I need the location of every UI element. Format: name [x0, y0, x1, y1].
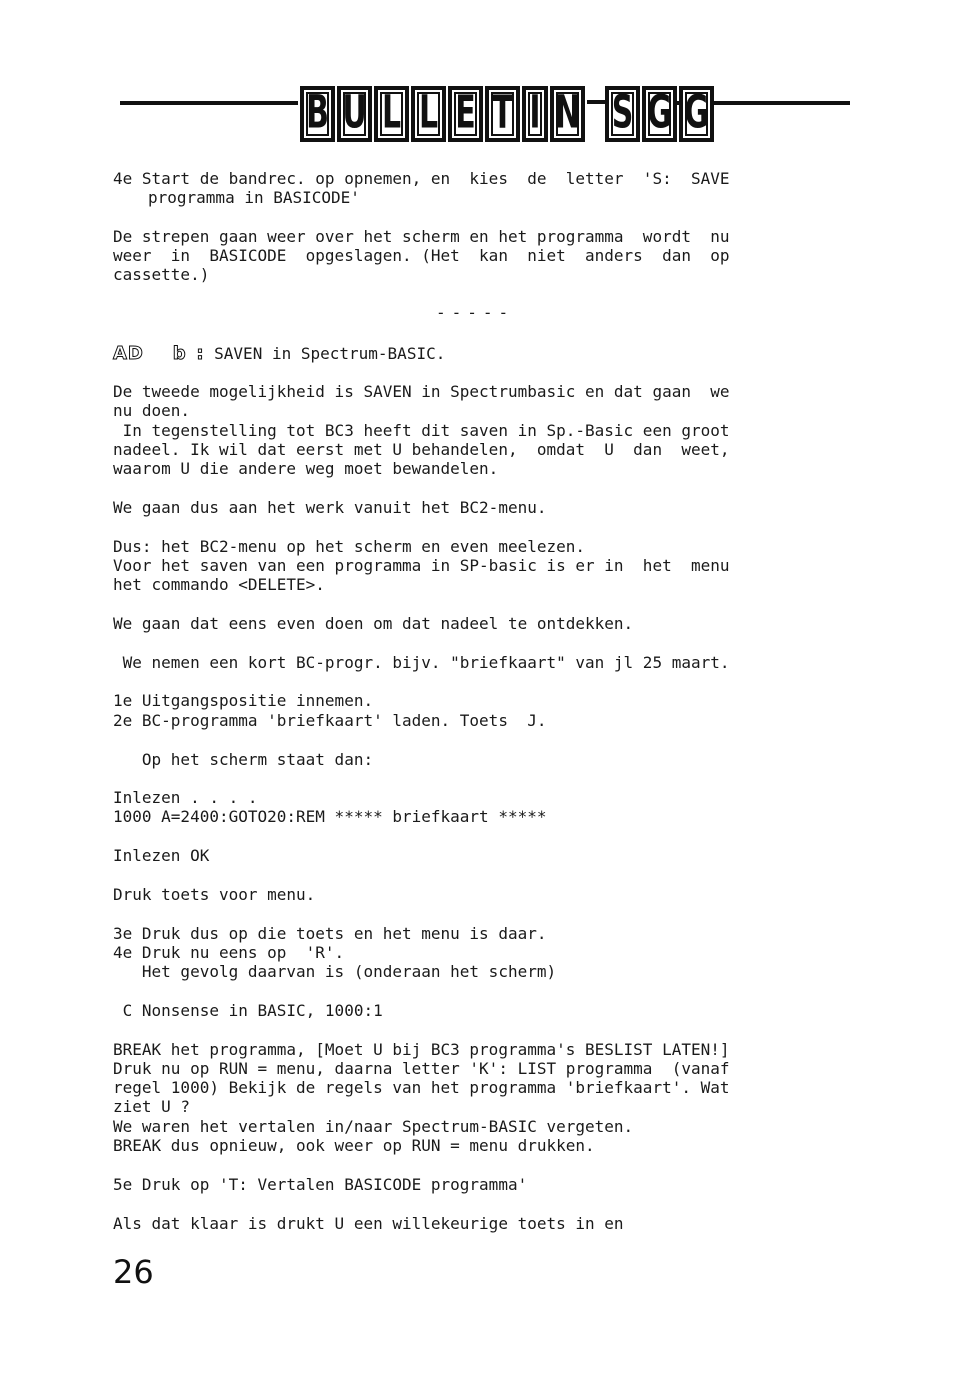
- text-line: cassette.): [113, 265, 210, 284]
- text-line: 1e Uitgangspositie innemen.: [113, 691, 374, 710]
- text-line: 5e Druk op 'T: Vertalen BASICODE programma': [113, 1175, 528, 1194]
- text-line: Op het scherm staat dan:: [113, 750, 374, 769]
- text-line: 1000 A=2400:GOTO20:REM ***** briefkaart *****: [113, 807, 547, 826]
- logo-letter-t: T: [485, 86, 520, 142]
- text-line: 4e Druk nu eens op 'R'.: [113, 943, 345, 962]
- text-line: waarom U die andere weg moet bewandelen.: [113, 459, 499, 478]
- text-line: nadeel. Ik wil dat eerst met U behandelen, omdat U dan weet,: [113, 440, 730, 459]
- logo-letter-b: B: [300, 86, 335, 142]
- text-line: Dus: het BC2-menu op het scherm en even meelezen.: [113, 537, 586, 556]
- text-line: We waren het vertalen in/naar Spectrum-BASIC vergeten.: [113, 1117, 634, 1136]
- logo-letter-e: E: [448, 86, 483, 142]
- page-number: 26: [113, 1253, 154, 1291]
- text-line: Druk toets voor menu.: [113, 885, 316, 904]
- section-heading: [113, 344, 445, 363]
- logo-letter-u: U: [337, 86, 372, 142]
- heading-colon: :: [196, 343, 205, 364]
- text-line: 3e Druk dus op die toets en het menu is daar.: [113, 924, 547, 943]
- logo-letter-l1: L: [374, 86, 409, 142]
- text-line: Voor het saven van een programma in SP-basic is er in het menu: [113, 556, 730, 575]
- section-divider: -----: [436, 303, 515, 322]
- text-line: 2e BC-programma 'briefkaart' laden. Toets J.: [113, 711, 547, 730]
- text-line: We gaan dat eens even doen om dat nadeel te ontdekken.: [113, 614, 634, 633]
- text-line: Het gevolg daarvan is (onderaan het scherm): [113, 962, 557, 981]
- text-line: ziet U ?: [113, 1097, 191, 1116]
- text-line: het commando <DELETE>.: [113, 575, 325, 594]
- text-line: Druk nu op RUN = menu, daarna letter 'K': LIST programma (vanaf: [113, 1059, 730, 1078]
- logo-letter-l2: L: [411, 86, 446, 142]
- text-line: De tweede mogelijkheid is SAVEN in Spectrumbasic en dat gaan we: [113, 382, 730, 401]
- text-line: De strepen gaan weer over het scherm en het programma wordt nu: [113, 227, 730, 246]
- text-line: In tegenstelling tot BC3 heeft dit saven in Sp.-Basic een groot: [113, 421, 730, 440]
- text-line: Inlezen . . . .: [113, 788, 258, 807]
- logo-letter-g2: G: [679, 86, 714, 142]
- text-line: regel 1000) Bekijk de regels van het programma 'briefkaart'. Wat: [113, 1078, 730, 1097]
- text-line: BREAK dus opnieuw, ook weer op RUN = menu drukken.: [113, 1136, 595, 1155]
- text-line: BREAK het programma, [Moet U bij BC3 programma's BESLIST LATEN!]: [113, 1040, 730, 1059]
- logo-letter-i: I: [522, 86, 548, 142]
- text-line: programma in BASICODE': [148, 188, 360, 207]
- logo-letter-n: N: [550, 86, 585, 142]
- text-line: 4e Start de bandrec. op opnemen, en kies de letter 'S: SAVE: [113, 169, 730, 188]
- logo-letter-s: S: [605, 86, 640, 142]
- heading-b: b: [172, 343, 187, 364]
- heading-text: SAVEN in Spectrum-BASIC.: [214, 344, 446, 363]
- text-line: C Nonsense in BASIC, 1000:1: [113, 1001, 383, 1020]
- text-line: Als dat klaar is drukt U een willekeurige toets in en: [113, 1214, 624, 1233]
- text-line: Inlezen OK: [113, 846, 210, 865]
- bulletin-sgg-banner: [120, 86, 850, 146]
- logo-letter-g1: G: [642, 86, 677, 142]
- banner-logo: [300, 86, 716, 142]
- text-line: nu doen.: [113, 401, 191, 420]
- heading-ad: AD: [113, 343, 144, 364]
- text-line: We nemen een kort BC-progr. bijv. "briefkaart" van jl 25 maart.: [113, 653, 730, 672]
- logo-connector: [587, 100, 605, 114]
- banner-rule-left: [120, 101, 298, 105]
- text-line: weer in BASICODE opgeslagen. (Het kan niet anders dan op: [113, 246, 730, 265]
- text-line: We gaan dus aan het werk vanuit het BC2-menu.: [113, 498, 547, 517]
